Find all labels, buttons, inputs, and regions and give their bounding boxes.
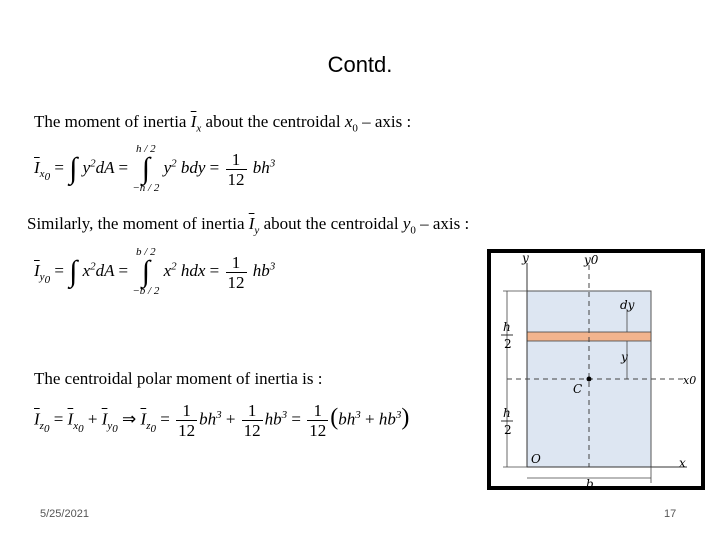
symbol-ix: $\overline{I}$	[190, 112, 197, 131]
text-part: about the centroidal	[263, 214, 399, 233]
text-part: Similarly, the moment of inertia	[27, 214, 245, 233]
label-c: C	[573, 382, 583, 396]
label-y0: y0	[584, 253, 599, 267]
text-part: – axis :	[420, 214, 470, 233]
rectangle-diagram	[487, 249, 705, 490]
equation-iy0: $\overline{I}_{y_0}$ = ∫ $x^2dA = b / 2$ ∫ −b / 2 $x^2$ hdx = $\frac{1}{12}$ $hb^3$	[34, 246, 276, 297]
equation-ix0: $\overline{I}_{x_0}$ = ∫ $y^2dA = h / 2$ ∫ −h / 2 $y^2$ bdy = $\frac{1}{12}$ $bh^3$	[34, 143, 276, 194]
symbol-x0: x	[344, 112, 353, 131]
symbol-iy: $\overline{I}$	[248, 214, 255, 233]
label-h-top: h	[503, 320, 511, 334]
label-b: b	[586, 477, 594, 490]
label-y: y	[522, 251, 529, 265]
text-part: The moment of inertia	[34, 112, 187, 131]
slide-title: Contd.	[327, 52, 393, 77]
label-dy: dy	[620, 298, 635, 312]
text-line-ix-intro: The moment of inertia $\overline{I}_x$ about the centroidal $x_0$ – axis :	[34, 112, 412, 135]
text-line-polar-intro: The centroidal polar moment of inertia is :	[34, 369, 323, 388]
label-h-bottom: h	[503, 406, 511, 420]
text-part: about the centroidal	[205, 112, 341, 131]
label-y-small: y	[621, 350, 628, 364]
rectangle-diagram-svg	[487, 249, 705, 490]
centroid-dot	[587, 377, 592, 382]
label-2-bottom: 2	[504, 423, 512, 437]
text-part: – axis :	[362, 112, 412, 131]
label-x: x	[679, 456, 686, 470]
text-line-iy-intro: Similarly, the moment of inertia $\overline{I}_y$ about the centroidal $y_0$ – axis :	[27, 214, 470, 237]
slide-number: 17	[664, 508, 677, 520]
label-x0: x0	[683, 374, 697, 387]
slide-date: 5/25/2021	[40, 508, 89, 520]
symbol-y0: y	[402, 214, 411, 233]
label-2-top: 2	[504, 337, 512, 351]
label-o: O	[531, 452, 541, 466]
equation-iz0: $\overline{I}_{z_0} = \overline{I}_{x_0} + \overline{I}_{y_0}$ ⇒ $\overline{I}_{z_0}$ = $\frac{1}{12}$ $bh^3$ + $\frac{1}{12}$ $hb^3$ = $\frac{1}{12}$ $(bh^3 + hb^3)$	[34, 401, 410, 440]
